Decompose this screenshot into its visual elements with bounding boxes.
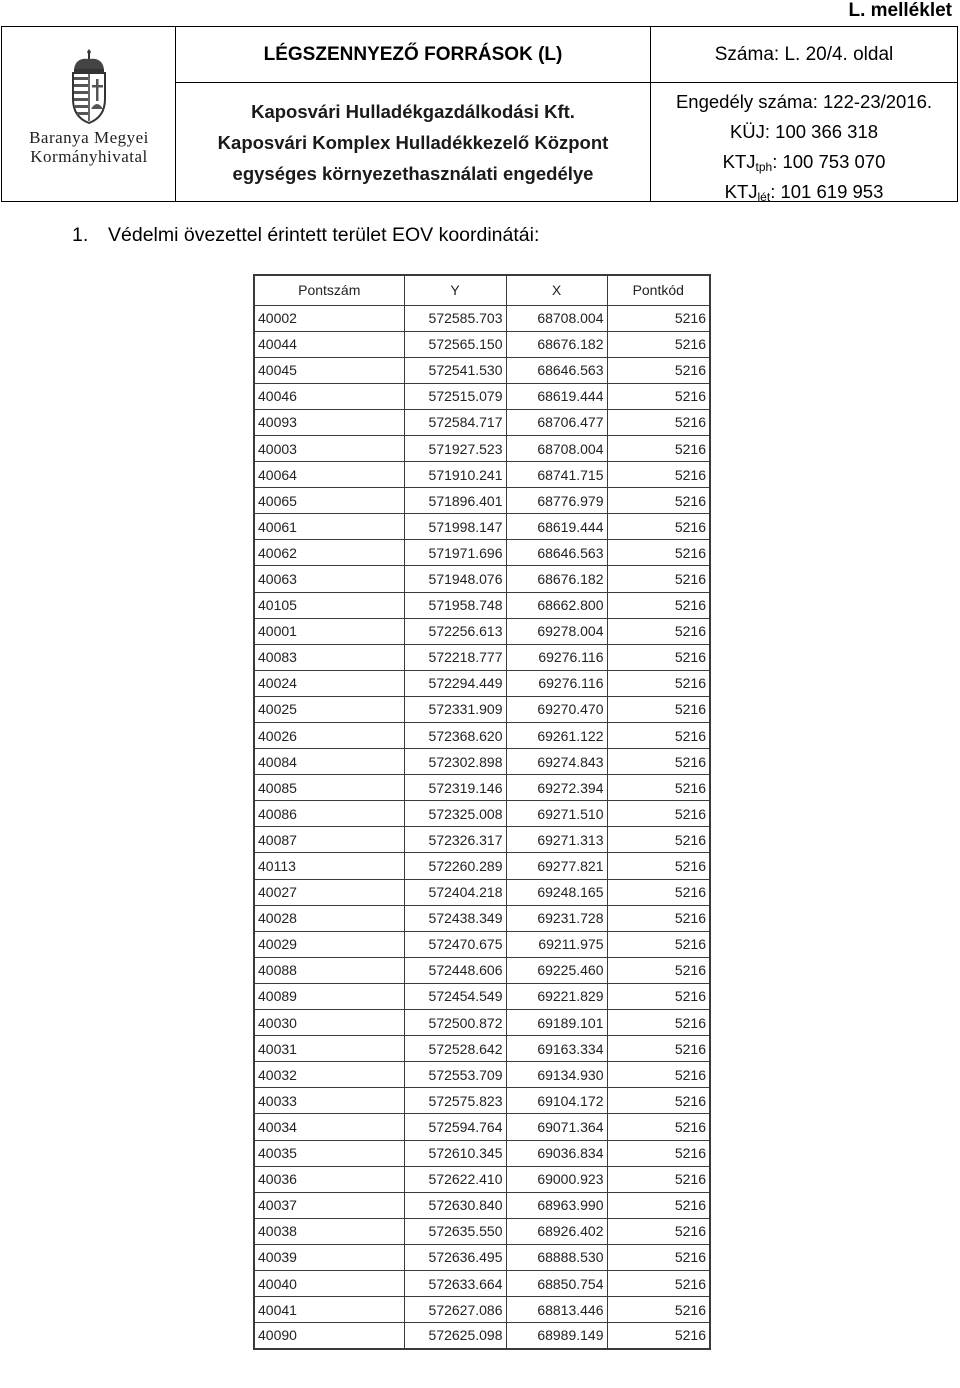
cell-pontkod: 5216 [607,905,710,931]
cell-pontszam: 40025 [254,696,404,722]
table-row [254,1062,710,1088]
cell-y: 572448.606 [404,957,506,983]
table-row [254,514,710,540]
cell-x: 69189.101 [506,1010,607,1036]
table-row [254,1218,710,1244]
cell-pontkod: 5216 [607,957,710,983]
cell-y: 572627.086 [404,1297,506,1323]
table-row [254,1010,710,1036]
cell-pontszam: 40040 [254,1270,404,1296]
cell-pontszam: 40061 [254,514,404,540]
permit-number: Engedély száma: 122-23/2016. [675,91,933,112]
cell-y: 571998.147 [404,514,506,540]
company-block [176,83,651,201]
cell-pontkod: 5216 [607,879,710,905]
cell-pontszam: 40034 [254,1114,404,1140]
ktj-tph-number: $KTJ_{tph}$: 100 753 070 [722,151,886,174]
cell-x: 68676.182 [506,331,607,357]
cell-x: 68776.979 [506,488,607,514]
cell-y: 572302.898 [404,749,506,775]
table-row [254,1140,710,1166]
cell-pontszam: 40083 [254,644,404,670]
cell-y: 572528.642 [404,1036,506,1062]
table-row [254,1088,710,1114]
cell-x: 68662.800 [506,592,607,618]
table-row [254,357,710,383]
hungarian-coat-of-arms-icon [70,47,108,125]
cell-pontkod: 5216 [607,592,710,618]
cell-y: 572256.613 [404,618,506,644]
cell-pontkod: 5216 [607,1062,710,1088]
table-row [254,1323,710,1349]
cell-y: 572622.410 [404,1166,506,1192]
table-row [254,1036,710,1062]
cell-y: 572575.823 [404,1088,506,1114]
cell-x: 69276.116 [506,644,607,670]
cell-y: 572260.289 [404,853,506,879]
table-row [254,931,710,957]
cell-x: 68646.563 [506,540,607,566]
cell-y: 572565.150 [404,331,506,357]
cell-x: 69071.364 [506,1114,607,1140]
cell-pontszam: 40032 [254,1062,404,1088]
cell-pontszam: 40041 [254,1297,404,1323]
cell-x: 68708.004 [506,305,607,331]
cell-pontkod: 5216 [607,462,710,488]
cell-y: 572404.218 [404,879,506,905]
cell-pontkod: 5216 [607,931,710,957]
table-row [254,1270,710,1296]
cell-x: 68926.402 [506,1218,607,1244]
cell-pontszam: 40089 [254,983,404,1009]
cell-pontkod: 5216 [607,488,710,514]
column-header-pontkod: Pontkód [607,275,710,305]
cell-pontkod: 5216 [607,1218,710,1244]
column-header-pontszam: Pontszám [254,275,404,305]
cell-pontkod: 5216 [607,1192,710,1218]
cell-x: 69261.122 [506,723,607,749]
logo-text-line2: Kormányhivatal [30,147,148,166]
cell-x: 69276.116 [506,670,607,696]
cell-pontszam: 40088 [254,957,404,983]
cell-pontszam: 40046 [254,383,404,409]
cell-x: 69163.334 [506,1036,607,1062]
section-heading [72,224,539,247]
table-row [254,592,710,618]
cell-pontkod: 5216 [607,1270,710,1296]
cell-pontszam: 40062 [254,540,404,566]
cell-y: 572541.530 [404,357,506,383]
cell-y: 572325.008 [404,801,506,827]
table-row [254,775,710,801]
cell-pontszam: 40002 [254,305,404,331]
table-row [254,905,710,931]
table-row [254,1297,710,1323]
eov-coordinates-table [253,274,711,1350]
cell-pontszam: 40033 [254,1088,404,1114]
table-row [254,879,710,905]
registration-block [651,83,957,204]
cell-pontkod: 5216 [607,801,710,827]
cell-x: 68619.444 [506,514,607,540]
cell-pontszam: 40036 [254,1166,404,1192]
cell-x: 68813.446 [506,1297,607,1323]
cell-y: 572635.550 [404,1218,506,1244]
cell-pontkod: 5216 [607,618,710,644]
table-row [254,462,710,488]
cell-y: 572630.840 [404,1192,506,1218]
cell-pontkod: 5216 [607,514,710,540]
table-row [254,383,710,409]
cell-pontszam: 40065 [254,488,404,514]
cell-y: 572331.909 [404,696,506,722]
cell-x: 68850.754 [506,1270,607,1296]
cell-x: 69231.728 [506,905,607,931]
cell-x: 68676.182 [506,566,607,592]
table-row [254,566,710,592]
cell-x: 69221.829 [506,983,607,1009]
column-header-x: X [506,275,607,305]
cell-pontkod: 5216 [607,540,710,566]
cell-pontszam: 40029 [254,931,404,957]
cell-pontkod: 5216 [607,723,710,749]
cell-pontkod: 5216 [607,1244,710,1270]
section-title-text: Védelmi övezettel érintett terület EOV koordinátái: [108,224,540,246]
company-line-1: Kaposvári Hulladékgazdálkodási Kft. [251,100,575,122]
column-header-y: Y [404,275,506,305]
cell-pontszam: 40028 [254,905,404,931]
cell-y: 572636.495 [404,1244,506,1270]
cell-pontszam: 40063 [254,566,404,592]
company-line-2: Kaposvári Komplex Hulladékkezelő Központ [217,131,609,153]
cell-x: 69277.821 [506,853,607,879]
table-row [254,488,710,514]
cell-x: 69274.843 [506,749,607,775]
table-row [254,331,710,357]
cell-pontkod: 5216 [607,1166,710,1192]
cell-y: 572368.620 [404,723,506,749]
cell-x: 68708.004 [506,435,607,461]
table-row [254,827,710,853]
cell-pontkod: 5216 [607,827,710,853]
cell-y: 572438.349 [404,905,506,931]
cell-y: 571971.696 [404,540,506,566]
cell-y: 572610.345 [404,1140,506,1166]
table-body [254,305,710,1349]
cell-x: 69036.834 [506,1140,607,1166]
cell-x: 69270.470 [506,696,607,722]
cell-y: 572585.703 [404,305,506,331]
cell-pontszam: 40030 [254,1010,404,1036]
cell-pontkod: 5216 [607,305,710,331]
logo-block [2,27,176,201]
cell-x: 69134.930 [506,1062,607,1088]
cell-pontszam: 40038 [254,1218,404,1244]
cell-pontszam: 40044 [254,331,404,357]
cell-y: 572294.449 [404,670,506,696]
cell-pontszam: 40084 [254,749,404,775]
cell-pontkod: 5216 [607,1140,710,1166]
cell-pontszam: 40045 [254,357,404,383]
table-row [254,1166,710,1192]
page-number: Száma: L. 20/4. oldal [651,27,957,83]
cell-x: 69278.004 [506,618,607,644]
cell-y: 572470.675 [404,931,506,957]
document-header [1,26,958,202]
logo-text-line1: Baranya Megyei [29,128,149,147]
cell-x: 68989.149 [506,1323,607,1349]
table-row [254,983,710,1009]
cell-pontkod: 5216 [607,1297,710,1323]
cell-pontkod: 5216 [607,357,710,383]
cell-x: 68706.477 [506,409,607,435]
annex-label: L. melléklet [848,0,952,21]
cell-pontkod: 5216 [607,383,710,409]
cell-pontkod: 5216 [607,644,710,670]
table-row [254,957,710,983]
cell-pontszam: 40026 [254,723,404,749]
cell-pontszam: 40039 [254,1244,404,1270]
cell-pontszam: 40113 [254,853,404,879]
table-row [254,723,710,749]
cell-pontszam: 40087 [254,827,404,853]
cell-x: 69211.975 [506,931,607,957]
table-row [254,1192,710,1218]
cell-pontszam: 40064 [254,462,404,488]
cell-pontszam: 40037 [254,1192,404,1218]
table-row [254,1244,710,1270]
cell-pontkod: 5216 [607,775,710,801]
cell-pontszam: 40085 [254,775,404,801]
cell-pontkod: 5216 [607,1323,710,1349]
table-header-row [254,275,710,305]
cell-y: 571958.748 [404,592,506,618]
cell-pontszam: 40090 [254,1323,404,1349]
cell-x: 69272.394 [506,775,607,801]
table-row [254,540,710,566]
cell-pontszam: 40093 [254,409,404,435]
cell-y: 572553.709 [404,1062,506,1088]
cell-pontkod: 5216 [607,435,710,461]
cell-x: 69225.460 [506,957,607,983]
cell-pontszam: 40027 [254,879,404,905]
cell-pontkod: 5216 [607,853,710,879]
cell-y: 572500.872 [404,1010,506,1036]
section-number: 1. [72,224,89,246]
cell-y: 572454.549 [404,983,506,1009]
cell-y: 571910.241 [404,462,506,488]
table-row [254,670,710,696]
cell-y: 571948.076 [404,566,506,592]
cell-pontszam: 40024 [254,670,404,696]
cell-y: 572633.664 [404,1270,506,1296]
cell-x: 69271.510 [506,801,607,827]
cell-pontszam: 40086 [254,801,404,827]
cell-y: 572515.079 [404,383,506,409]
table-row [254,435,710,461]
cell-x: 68619.444 [506,383,607,409]
cell-pontszam: 40031 [254,1036,404,1062]
cell-pontkod: 5216 [607,566,710,592]
table-row [254,1114,710,1140]
cell-pontszam: 40003 [254,435,404,461]
cell-x: 68741.715 [506,462,607,488]
cell-y: 572326.317 [404,827,506,853]
kuj-number: KÜJ: 100 366 318 [729,121,879,142]
ktj-let-number: $KTJ_{lét}$: 101 619 953 [724,181,884,204]
table-row [254,618,710,644]
cell-x: 68646.563 [506,357,607,383]
cell-pontkod: 5216 [607,696,710,722]
table-row [254,801,710,827]
cell-x: 69104.172 [506,1088,607,1114]
cell-y: 572218.777 [404,644,506,670]
cell-y: 572319.146 [404,775,506,801]
cell-x: 69000.923 [506,1166,607,1192]
table-row [254,749,710,775]
cell-pontszam: 40001 [254,618,404,644]
cell-pontszam: 40035 [254,1140,404,1166]
cell-pontkod: 5216 [607,331,710,357]
cell-pontkod: 5216 [607,1036,710,1062]
cell-y: 572625.098 [404,1323,506,1349]
cell-x: 69248.165 [506,879,607,905]
cell-x: 69271.313 [506,827,607,853]
table-row [254,853,710,879]
table-row [254,644,710,670]
cell-y: 572594.764 [404,1114,506,1140]
cell-pontkod: 5216 [607,409,710,435]
cell-pontkod: 5216 [607,749,710,775]
cell-pontkod: 5216 [607,670,710,696]
table-row [254,409,710,435]
company-line-3: egységes környezethasználati engedélye [232,162,594,184]
document-title: LÉGSZENNYEZŐ FORRÁSOK (L) [176,27,651,83]
cell-pontkod: 5216 [607,1010,710,1036]
cell-pontkod: 5216 [607,1114,710,1140]
cell-x: 68963.990 [506,1192,607,1218]
cell-pontkod: 5216 [607,1088,710,1114]
table-row [254,696,710,722]
cell-y: 571896.401 [404,488,506,514]
cell-pontszam: 40105 [254,592,404,618]
cell-x: 68888.530 [506,1244,607,1270]
table-row [254,305,710,331]
cell-pontkod: 5216 [607,983,710,1009]
cell-y: 571927.523 [404,435,506,461]
cell-y: 572584.717 [404,409,506,435]
